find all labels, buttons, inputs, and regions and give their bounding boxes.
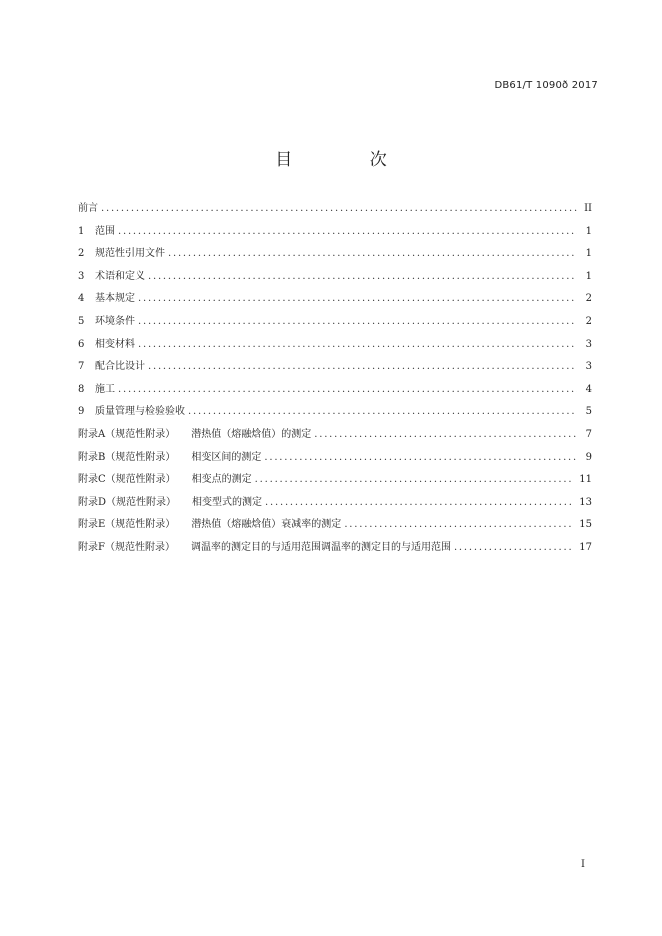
toc-entry-page: 4 [585,383,592,395]
toc-entry-page: 2 [585,293,592,305]
toc-entry-number: 5 [78,315,85,327]
toc-entry-4[interactable] [78,289,592,312]
dot-leader [255,474,575,485]
toc-entry-number: 6 [78,338,85,350]
toc-entry-number: 7 [78,361,85,373]
dot-leader [148,271,577,282]
toc-entry-number: 2 [78,248,85,260]
toc-entry-label: 环境条件 [95,315,135,327]
page-number: I [581,859,585,870]
toc-entry-page: 3 [585,361,592,373]
toc-entry-page: 2 [585,315,592,327]
toc-entry-page: 11 [579,474,592,486]
appendix-label: 附录A（规范性附录） [78,428,176,440]
appendix-title: 潜热值（熔融焓值）衰减率的测定 [191,519,342,531]
toc-entry-foreword[interactable] [78,199,592,222]
appendix-title: 潜热值（熔融焓值）的测定 [191,428,312,440]
appendix-title: 相变区间的测定 [191,451,262,463]
dot-leader [188,406,577,417]
toc-entry-number: 9 [78,406,85,418]
dot-leader [118,384,577,395]
page-title: 目 次 [275,150,423,170]
toc-appendix-a[interactable] [78,425,592,448]
toc-entry-label: 前言 [78,203,98,214]
toc-appendix-d[interactable] [78,493,592,516]
toc-entry-label: 质量管理与检验验收 [95,406,185,418]
toc-entry-page: II [584,203,592,214]
toc-entry-8[interactable] [78,380,592,403]
appendix-label: 附录C（规范性附录） [78,474,176,486]
toc-appendix-f[interactable] [78,538,592,561]
appendix-title: 相变型式的测定 [192,496,263,508]
dot-leader [118,226,577,237]
toc-entry-2[interactable] [78,244,592,267]
appendix-title: 相变点的测定 [191,474,252,486]
appendix-label: 附录F（规范性附录） [78,541,175,553]
toc-entry-label: 规范性引用文件 [95,248,165,260]
toc-entry-number: 1 [78,225,85,237]
toc-entry-number: 3 [78,270,85,282]
dot-leader [454,542,574,553]
toc-entry-page: 9 [585,451,592,463]
toc-appendix-c[interactable] [78,470,592,493]
toc-entry-page: 15 [579,519,592,531]
dot-leader [101,203,577,214]
toc-entry-1[interactable] [78,222,592,245]
dot-leader [138,339,577,350]
appendix-label: 附录D（规范性附录） [78,496,177,508]
dot-leader [138,293,577,304]
dot-leader [314,429,577,440]
toc-entry-7[interactable] [78,357,592,380]
toc-entry-page: 1 [585,270,592,282]
toc-entry-number: 8 [78,383,85,395]
toc-entry-number: 4 [78,293,85,305]
dot-leader [148,361,577,372]
toc-entry-page: 1 [585,248,592,260]
appendix-label: 附录E（规范性附录） [78,519,176,531]
toc-entry-label: 配合比设计 [95,361,145,373]
appendix-title: 调温率的测定目的与适用范围调温率的测定目的与适用范围 [190,541,451,553]
toc-entry-label: 术语和定义 [95,270,145,282]
toc-appendix-e[interactable] [78,515,592,538]
dot-leader [265,497,574,508]
dot-leader [344,519,574,530]
toc-entry-6[interactable] [78,335,592,358]
toc-entry-page: 1 [585,225,592,237]
document-code: DB61/T 1090ð 2017 [494,80,598,91]
toc-entry-9[interactable] [78,402,592,425]
toc-entry-label: 相变材料 [95,338,135,350]
toc-entry-page: 3 [585,338,592,350]
toc-entry-5[interactable] [78,312,592,335]
dot-leader [138,316,577,327]
dot-leader [264,452,577,463]
dot-leader [168,248,577,259]
table-of-contents [78,199,592,561]
toc-appendix-b[interactable] [78,448,592,471]
toc-entry-label: 基本规定 [95,293,135,305]
toc-entry-page: 5 [585,406,592,418]
toc-entry-page: 17 [579,541,592,553]
toc-entry-3[interactable] [78,267,592,290]
toc-entry-page: 13 [579,496,592,508]
toc-entry-label: 范围 [95,225,115,237]
toc-entry-label: 施工 [95,383,115,395]
appendix-label: 附录B（规范性附录） [78,451,176,463]
toc-entry-page: 7 [585,428,592,440]
